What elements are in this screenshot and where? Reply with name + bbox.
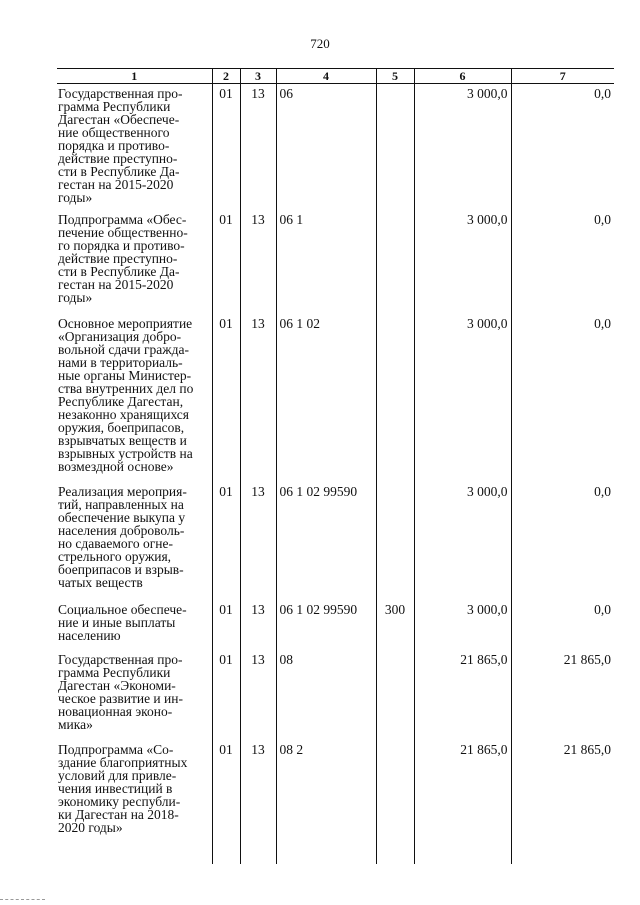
row-name-line: гестан на 2015-2020 [58, 177, 174, 192]
row-name-line: Государственная про- [58, 86, 183, 101]
cell-target-code: 06 1 [276, 210, 376, 314]
row-name-line: грамма Республики [58, 664, 171, 680]
cell-subsection: 13 [240, 482, 276, 600]
cell-target-code: 06 1 02 99590 [276, 600, 376, 650]
row-name-line: чатых веществ [58, 574, 143, 590]
row-name-line: ние и иные выплаты [58, 614, 176, 630]
row-name-line: боеприпасов и взрыв- [58, 561, 184, 577]
column-header-3: 3 [240, 69, 276, 84]
cell-amount-1: 3 000,0 [414, 600, 511, 650]
row-name-line: действие преступно- [58, 250, 178, 266]
row-name-line: новационная эконо- [58, 703, 173, 719]
cell-expense-type [376, 314, 414, 482]
row-name-line: обеспечение выкупа у [58, 509, 186, 525]
row-name-line: «Организация добро- [58, 328, 182, 344]
row-name-line: ства внутренних дел по [58, 380, 194, 396]
row-name-line: стрельного оружия, [58, 548, 172, 564]
row-name-line: сти в Республике Да- [58, 164, 180, 179]
table-row [57, 482, 614, 600]
cell-section: 01 [212, 650, 240, 740]
row-name [57, 482, 212, 600]
cell-amount-1: 3 000,0 [414, 84, 511, 210]
row-name-line: порядка и противо- [58, 138, 170, 153]
row-name-line: здание благоприятных [58, 754, 188, 770]
row-name [57, 210, 212, 314]
row-name-line: Основное мероприятие [58, 315, 193, 331]
row-name-line: ки Дагестан на 2018- [58, 806, 179, 822]
table-row [57, 210, 614, 314]
cell-section: 01 [212, 314, 240, 482]
table-row [57, 314, 614, 482]
cell-amount-1: 21 865,0 [414, 650, 511, 740]
row-name-line: мика» [58, 716, 93, 732]
cell-subsection: 13 [240, 600, 276, 650]
cell-expense-type [376, 84, 414, 210]
cell-amount-2: 21 865,0 [511, 740, 614, 864]
row-name-line: экономику республи- [58, 793, 181, 809]
cell-subsection: 13 [240, 84, 276, 210]
row-name [57, 600, 212, 650]
row-name-line: населения доброволь- [58, 522, 185, 538]
row-name-line: но сдаваемого огне- [58, 535, 174, 551]
column-header-2: 2 [212, 69, 240, 84]
cell-target-code: 06 [276, 84, 376, 210]
page-number: 720 [310, 36, 330, 51]
cell-subsection: 13 [240, 740, 276, 864]
cell-amount-2: 0,0 [511, 600, 614, 650]
cell-amount-2: 0,0 [511, 482, 614, 600]
cell-amount-1: 21 865,0 [414, 740, 511, 864]
row-name-line: гестан на 2015-2020 [58, 276, 174, 292]
row-name-line: Государственная про- [58, 651, 183, 667]
table-row [57, 650, 614, 740]
cell-expense-type [376, 482, 414, 600]
cell-expense-type [376, 650, 414, 740]
scan-edge-mark [0, 899, 45, 900]
row-name [57, 314, 212, 482]
cell-section: 01 [212, 600, 240, 650]
cell-section: 01 [212, 482, 240, 600]
row-name-line: тий, направленных на [58, 496, 184, 512]
row-name-line: го порядка и противо- [58, 237, 185, 253]
column-header-5: 5 [376, 69, 414, 84]
row-name-line: нами в территориаль- [58, 354, 183, 370]
cell-subsection: 13 [240, 650, 276, 740]
row-name-line: вольной сдачи гражда- [58, 341, 189, 357]
cell-amount-1: 3 000,0 [414, 210, 511, 314]
cell-expense-type [376, 210, 414, 314]
cell-target-code: 08 2 [276, 740, 376, 864]
table-header [57, 69, 614, 84]
cell-amount-1: 3 000,0 [414, 482, 511, 600]
cell-subsection: 13 [240, 314, 276, 482]
row-name-line: Республике Дагестан, [58, 393, 184, 409]
cell-target-code: 06 1 02 99590 [276, 482, 376, 600]
row-name-line: населению [58, 627, 121, 643]
row-name-line: действие преступно- [58, 151, 178, 166]
column-header-7: 7 [511, 69, 614, 84]
row-name-line: годы» [58, 190, 93, 205]
row-name-line: грамма Республики [58, 99, 171, 114]
table-row [57, 740, 614, 864]
row-name-line: ческое развитие и ин- [58, 690, 183, 706]
row-name-line: условий для привле- [58, 767, 177, 783]
row-name-line: Дагестан «Обеспече- [58, 112, 180, 127]
row-name-line: сти в Республике Да- [58, 263, 180, 279]
cell-amount-2: 0,0 [511, 314, 614, 482]
cell-amount-2: 0,0 [511, 84, 614, 210]
column-header-4: 4 [276, 69, 376, 84]
row-name [57, 84, 212, 210]
row-name-line: Подпрограмма «Со- [58, 741, 174, 757]
row-name-line: возмездной основе» [58, 458, 174, 474]
row-name-line: чения инвестиций в [58, 780, 173, 796]
cell-section: 01 [212, 84, 240, 210]
cell-expense-type [376, 740, 414, 864]
cell-amount-1: 3 000,0 [414, 314, 511, 482]
cell-expense-type: 300 [376, 600, 414, 650]
cell-amount-2: 21 865,0 [511, 650, 614, 740]
row-name-line: Подпрограмма «Обес- [58, 211, 187, 227]
column-header-1: 1 [57, 69, 212, 84]
cell-section: 01 [212, 740, 240, 864]
table-row [57, 84, 614, 210]
cell-target-code: 08 [276, 650, 376, 740]
table-row [57, 600, 614, 650]
row-name [57, 740, 212, 864]
column-header-6: 6 [414, 69, 511, 84]
row-name-line: 2020 годы» [58, 819, 123, 835]
row-name-line: взрывных устройств на [58, 445, 193, 461]
cell-target-code: 06 1 02 [276, 314, 376, 482]
cell-subsection: 13 [240, 210, 276, 314]
row-name-line: годы» [58, 289, 93, 305]
row-name-line: взрывчатых веществ и [58, 432, 187, 448]
row-name-line: Дагестан «Экономи- [58, 677, 176, 693]
cell-section: 01 [212, 210, 240, 314]
budget-table [57, 68, 614, 864]
cell-amount-2: 0,0 [511, 210, 614, 314]
row-name-line: Социальное обеспече- [58, 601, 187, 617]
row-name-line: ные органы Министер- [58, 367, 192, 383]
row-name-line: незаконно хранящихся [58, 406, 190, 422]
row-name-line: печение общественно- [58, 224, 188, 240]
row-name [57, 650, 212, 740]
row-name-line: ние общественного [58, 125, 170, 140]
row-name-line: оружия, боеприпасов, [58, 419, 185, 435]
row-name-line: Реализация мероприя- [58, 483, 187, 499]
